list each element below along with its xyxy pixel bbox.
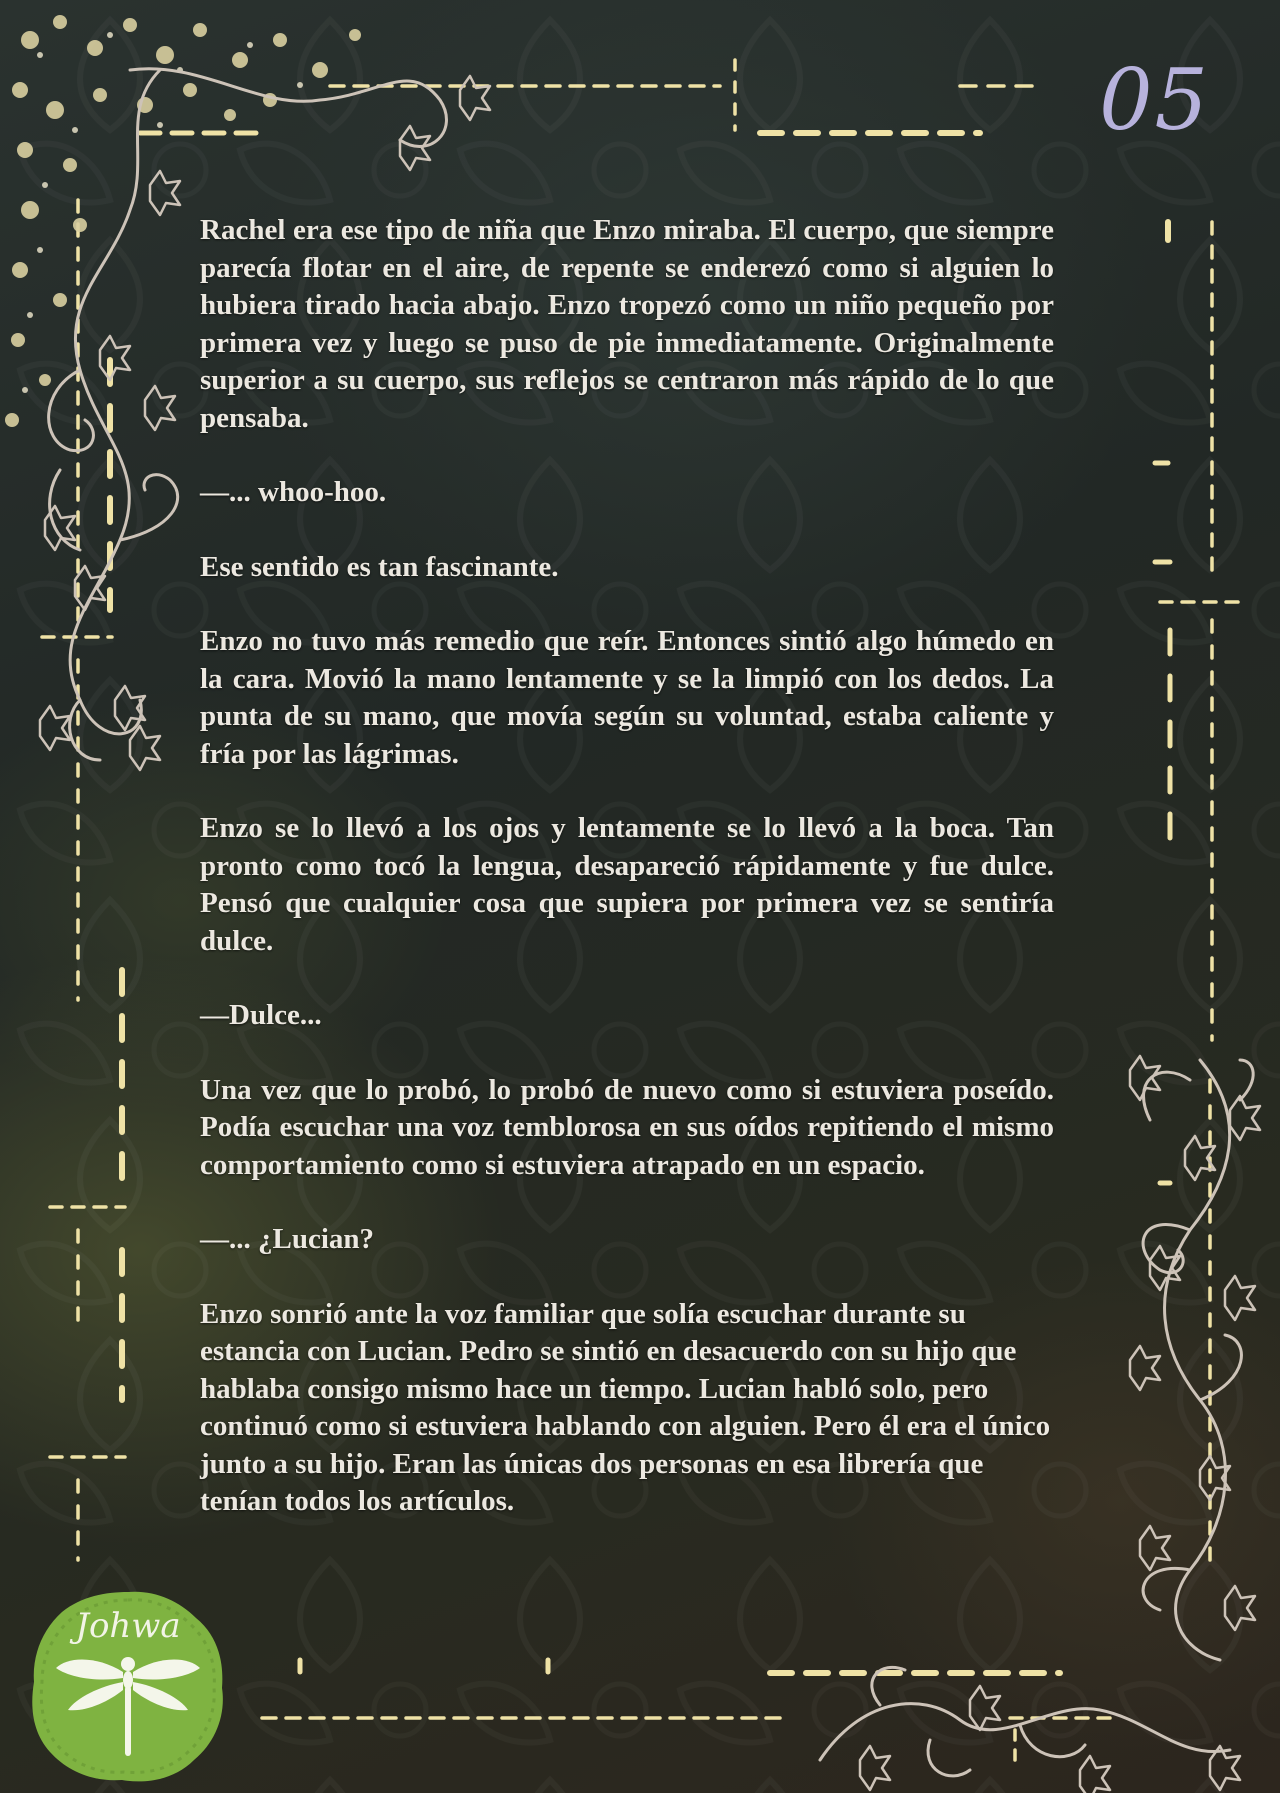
paragraph: Enzo no tuvo más remedio que reír. Entonces sintió algo húmedo en la cara. Movió la mano lentamente y se la limpió con los dedos. La punta de su mano, que movía según su voluntad, estaba caliente y fría por las lágrimas. [200, 625, 1054, 770]
paragraph: —... whoo-hoo. [200, 476, 387, 508]
paragraph: Ese sentido es tan fascinante. [200, 550, 559, 583]
story-text [200, 212, 1054, 1521]
watermark-badge [28, 1586, 228, 1786]
paragraph: Una vez que lo probó, lo probó de nuevo como si estuviera poseído. Podía escuchar una voz temblorosa en sus oídos repitiendo el mismo comportamiento como si estuviera atrapado en un espacio. [200, 1073, 1054, 1181]
paragraph: Rachel era ese tipo de niña que Enzo miraba. El cuerpo, que siempre parecía flotar en el aire, de repente se enderezó como si alguien lo hubiera tirado hacia abajo. Enzo tropezó como un niño pequeño por primera vez y luego se puso de pie inmediatamente. Originalmente superior a su cuerpo, sus reflejos se centraron más rápido de lo que pensaba. [200, 214, 1054, 434]
paragraph: —... ¿Lucian? [200, 1223, 375, 1255]
paragraph: Enzo se lo llevó a los ojos y lentamente se lo llevó a la boca. Tan pronto como tocó la lengua, desapareció rápidamente y fue dulce. Pensó que cualquier cosa que supiera por primera vez se sentiría dulce. [200, 812, 1054, 957]
page-number: 05 [1099, 51, 1210, 149]
paragraph: Enzo sonrió ante la voz familiar que solía escuchar durante su estancia con Lucian. Pedro se sintió en desacuerdo con su hijo que hablaba consigo mismo hace un tiempo. Lucian habló solo, pero continuó como si estuviera hablando con alguien. Pero él era el único junto a su hijo. Eran las únicas dos personas en esa librería que tenían todos los artículos. [200, 1297, 1051, 1517]
paragraph: —Dulce... [200, 999, 322, 1031]
watermark-text: Johwa [75, 1606, 181, 1646]
dragonfly-icon [28, 1586, 228, 1786]
